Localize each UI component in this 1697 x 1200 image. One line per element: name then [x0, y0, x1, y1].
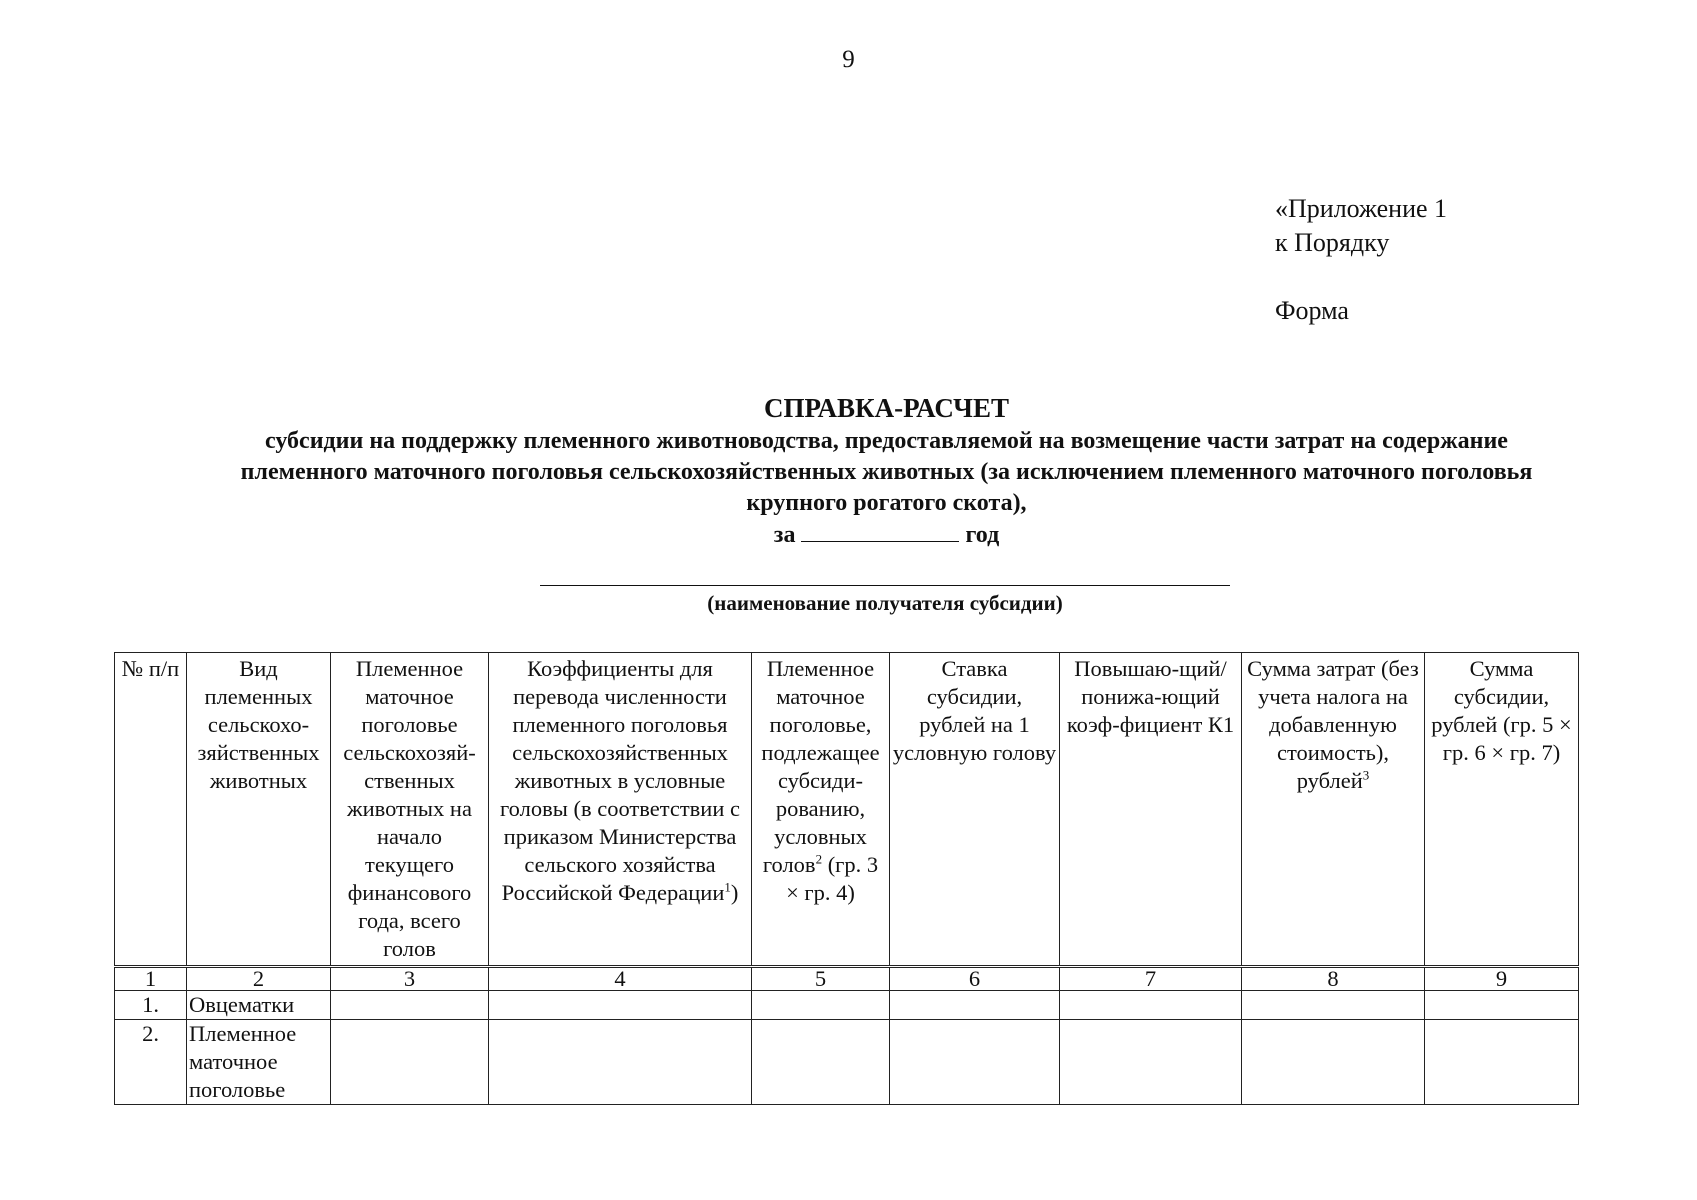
appendix-line1: «Приложение 1 — [1275, 194, 1448, 223]
header-cell-5: Племенное маточное поголовье, подлежащее субсиди-рованию, условных голов$^2$ (гр. 3 × гр. 4) — [752, 653, 890, 967]
row-animal-type: Овцематки — [187, 991, 331, 1020]
appendix-line2: к Порядку — [1275, 228, 1390, 257]
row-number: 1. — [115, 991, 187, 1020]
table-cell[interactable] — [331, 1020, 489, 1105]
header-cell-2: Вид племенных сельскохо-зяйственных животных — [187, 653, 331, 967]
calculation-table — [114, 652, 1579, 1105]
table-cell[interactable] — [1242, 1020, 1425, 1105]
document-title: СПРАВКА-РАСЧЕТ — [764, 393, 1009, 423]
column-number: 1 — [115, 967, 187, 991]
year-prefix: за — [773, 522, 796, 548]
table-cell[interactable] — [1242, 991, 1425, 1020]
header-cell-7: Повышаю-щий/понижа-ющий коэф-фициент К1 — [1060, 653, 1242, 967]
document-subtitle: субсидии на поддержку племенного животноводства, предоставляемой на возмещение части затрат на содержание племенного маточного поголовья сельскохозяйственных животных (за исключением племенного маточного поголовья крупного рогатого скота), — [240, 428, 1533, 516]
year-suffix: год — [965, 522, 1000, 548]
column-number: 9 — [1425, 967, 1579, 991]
header-cell-3: Племенное маточное поголовье сельскохозяй-ственных животных на начало текущего финансового года, всего голов — [331, 653, 489, 967]
row-number: 2. — [115, 1020, 187, 1105]
appendix-block — [1275, 192, 1447, 328]
column-number: 4 — [489, 967, 752, 991]
table-cell[interactable] — [890, 991, 1060, 1020]
column-number: 5 — [752, 967, 890, 991]
year-blank-field[interactable] — [801, 519, 959, 542]
row-animal-type: Племенное маточное поголовье — [187, 1020, 331, 1105]
table-cell[interactable] — [489, 991, 752, 1020]
table-cell[interactable] — [752, 1020, 890, 1105]
header-cell-6: Ставка субсидии, рублей на 1 условную голову — [890, 653, 1060, 967]
table-cell[interactable] — [752, 991, 890, 1020]
header-cell-1: № п/п — [115, 653, 187, 967]
table-row — [115, 1020, 1579, 1105]
table-cell[interactable] — [890, 1020, 1060, 1105]
table-row — [115, 991, 1579, 1020]
form-label: Форма — [1275, 296, 1349, 325]
page-number: 9 — [842, 46, 855, 73]
header-cell-4: Коэффициенты для перевода численности племенного поголовья сельскохозяйственных животных в условные головы (в соответствии с приказом Министерства сельского хозяйства Российской Федерации$^1$) — [489, 653, 752, 967]
header-cell-9: Сумма субсидии, рублей (гр. 5 × гр. 6 × гр. 7) — [1425, 653, 1579, 967]
header-row — [115, 653, 1579, 967]
column-number: 7 — [1060, 967, 1242, 991]
header-cell-8: Сумма затрат (без учета налога на добавленную стоимость), рублей$^3$ — [1242, 653, 1425, 967]
column-number: 8 — [1242, 967, 1425, 991]
recipient-caption: (наименование получателя субсидии) — [540, 585, 1230, 616]
table-cell[interactable] — [1425, 1020, 1579, 1105]
year-line — [0, 519, 1697, 551]
table-cell[interactable] — [489, 1020, 752, 1105]
column-number: 6 — [890, 967, 1060, 991]
column-number: 2 — [187, 967, 331, 991]
column-number-row — [115, 967, 1579, 991]
column-number: 3 — [331, 967, 489, 991]
table-cell[interactable] — [1425, 991, 1579, 1020]
table-cell[interactable] — [1060, 991, 1242, 1020]
table-cell[interactable] — [1060, 1020, 1242, 1105]
title-block — [0, 390, 1697, 551]
table-cell[interactable] — [331, 991, 489, 1020]
